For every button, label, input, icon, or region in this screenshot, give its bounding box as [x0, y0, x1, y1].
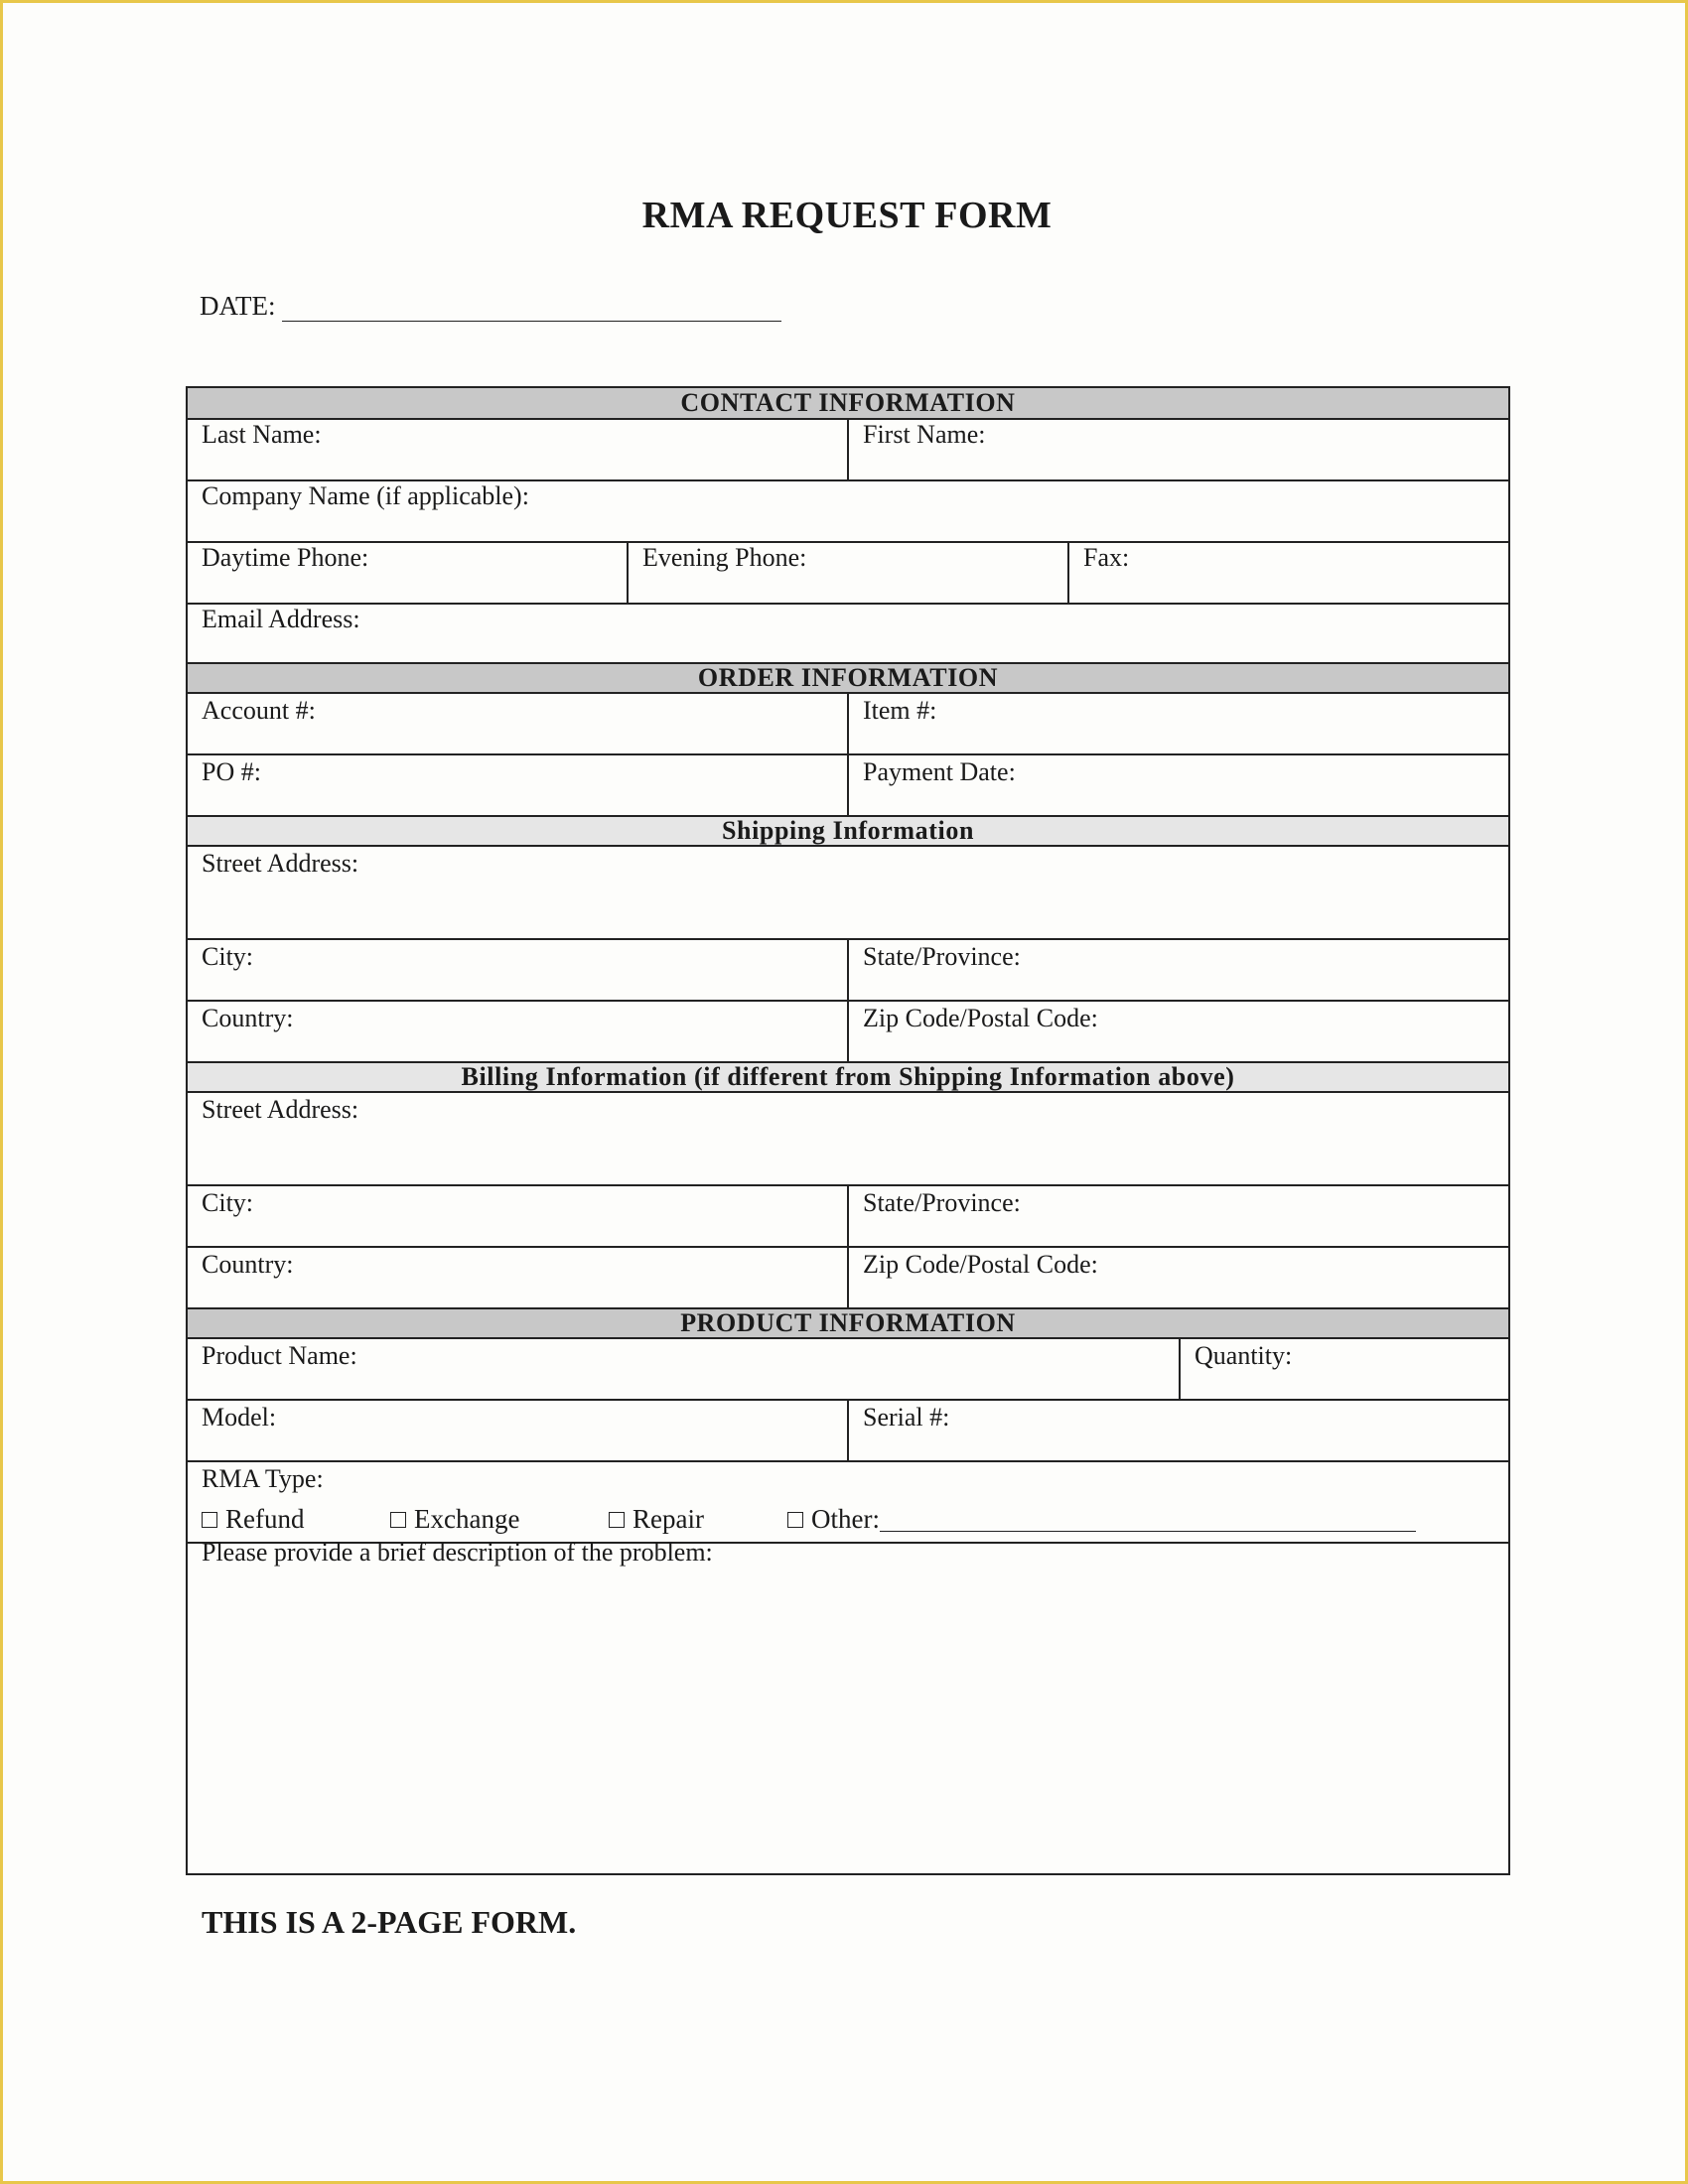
billing-zip-label: Zip Code/Postal Code: — [863, 1250, 1098, 1279]
date-field[interactable] — [282, 291, 781, 322]
product-name-field[interactable] — [188, 1337, 1181, 1399]
shipping-zip-field[interactable] — [849, 1000, 1512, 1061]
section-header-contact: CONTACT INFORMATION — [188, 388, 1508, 420]
payment-date-field[interactable] — [849, 753, 1512, 815]
evening-phone-field[interactable] — [629, 539, 1069, 601]
page-title: RMA REQUEST FORM — [641, 195, 1053, 236]
first-name-field[interactable] — [849, 416, 1512, 478]
section-header-product: PRODUCT INFORMATION — [188, 1307, 1508, 1339]
problem-description-field[interactable] — [188, 1538, 1508, 1873]
first-name-label: First Name: — [863, 420, 986, 449]
account-number-field[interactable] — [188, 692, 849, 753]
rma-option-label: Other: — [811, 1504, 880, 1534]
date-label: DATE: — [200, 291, 276, 321]
billing-state-label: State/Province: — [863, 1188, 1021, 1217]
product-name-label: Product Name: — [202, 1341, 357, 1370]
payment-date-label: Payment Date: — [863, 757, 1016, 786]
fax-field[interactable] — [1069, 539, 1512, 601]
quantity-label: Quantity: — [1195, 1341, 1293, 1370]
checkbox-icon[interactable] — [787, 1512, 803, 1528]
po-number-field[interactable] — [188, 753, 849, 815]
rma-option-label: Exchange — [414, 1504, 520, 1534]
shipping-city-field[interactable] — [188, 938, 849, 1000]
shipping-street-label: Street Address: — [202, 849, 359, 878]
rma-option-other[interactable] — [787, 1504, 1416, 1535]
checkbox-icon[interactable] — [390, 1512, 406, 1528]
rma-type-label: RMA Type: — [202, 1464, 324, 1493]
serial-number-label: Serial #: — [863, 1403, 950, 1432]
billing-state-field[interactable] — [849, 1184, 1512, 1246]
billing-street-field[interactable] — [188, 1091, 1508, 1184]
serial-number-field[interactable] — [849, 1399, 1512, 1460]
shipping-country-field[interactable] — [188, 1000, 849, 1061]
item-number-label: Item #: — [863, 696, 937, 725]
billing-country-field[interactable] — [188, 1246, 849, 1307]
shipping-state-field[interactable] — [849, 938, 1512, 1000]
daytime-phone-field[interactable] — [188, 539, 629, 601]
section-header-billing: Billing Information (if different from Shipping Information above) — [188, 1061, 1508, 1093]
model-field[interactable] — [188, 1399, 849, 1460]
checkbox-icon[interactable] — [202, 1512, 217, 1528]
other-text-field[interactable] — [880, 1507, 1416, 1532]
billing-city-field[interactable] — [188, 1184, 849, 1246]
account-number-label: Account #: — [202, 696, 316, 725]
billing-zip-field[interactable] — [849, 1246, 1512, 1307]
page-count-notice: THIS IS A 2-PAGE FORM. — [202, 1904, 577, 1940]
rma-option-exchange[interactable] — [390, 1504, 609, 1535]
shipping-country-label: Country: — [202, 1004, 294, 1032]
shipping-zip-label: Zip Code/Postal Code: — [863, 1004, 1098, 1032]
billing-city-label: City: — [202, 1188, 254, 1217]
quantity-field[interactable] — [1181, 1337, 1512, 1399]
rma-option-label: Refund — [225, 1504, 305, 1534]
rma-option-label: Repair — [633, 1504, 704, 1534]
checkbox-icon[interactable] — [609, 1512, 625, 1528]
email-label: Email Address: — [202, 605, 360, 633]
fax-label: Fax: — [1083, 543, 1130, 572]
shipping-city-label: City: — [202, 942, 254, 971]
evening-phone-label: Evening Phone: — [642, 543, 807, 572]
rma-option-repair[interactable] — [609, 1504, 787, 1535]
billing-country-label: Country: — [202, 1250, 294, 1279]
po-number-label: PO #: — [202, 757, 261, 786]
rma-type-options — [202, 1504, 1416, 1535]
last-name-label: Last Name: — [202, 420, 322, 449]
rma-option-refund[interactable] — [202, 1504, 390, 1535]
company-name-field[interactable] — [188, 478, 1508, 539]
date-row — [200, 291, 781, 322]
daytime-phone-label: Daytime Phone: — [202, 543, 369, 572]
shipping-street-field[interactable] — [188, 845, 1508, 938]
email-field[interactable] — [188, 601, 1508, 662]
section-header-shipping: Shipping Information — [188, 815, 1508, 847]
section-header-order: ORDER INFORMATION — [188, 662, 1508, 694]
problem-description-label: Please provide a brief description of the problem: — [202, 1538, 713, 1567]
billing-street-label: Street Address: — [202, 1095, 359, 1124]
rma-form-table — [186, 386, 1510, 1875]
company-name-label: Company Name (if applicable): — [202, 481, 529, 510]
last-name-field[interactable] — [188, 416, 849, 478]
item-number-field[interactable] — [849, 692, 1512, 753]
model-label: Model: — [202, 1403, 277, 1432]
shipping-state-label: State/Province: — [863, 942, 1021, 971]
